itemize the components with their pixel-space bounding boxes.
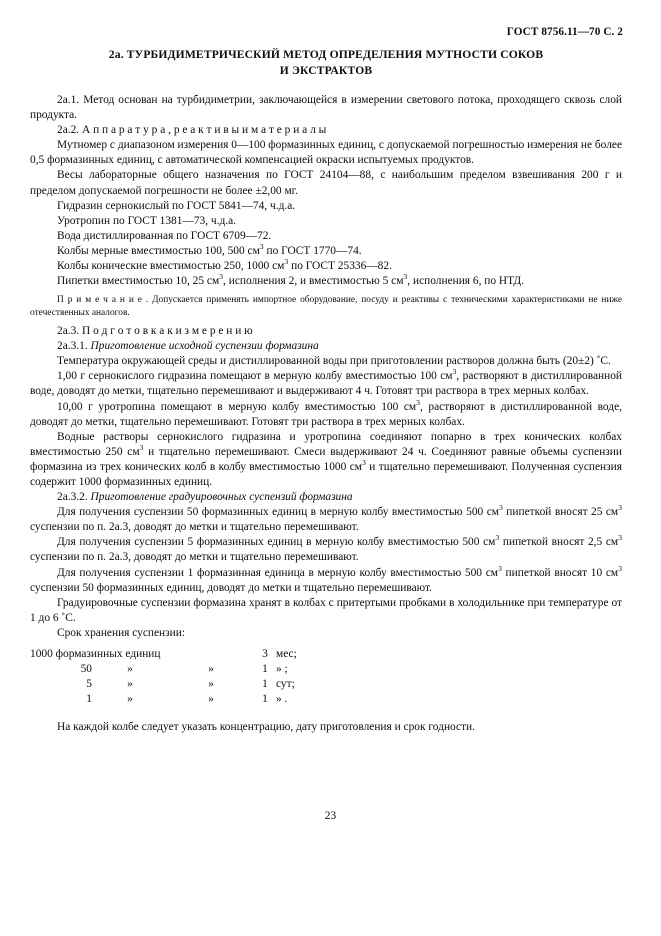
paragraph-water: Вода дистиллированная по ГОСТ 6709—72. — [57, 229, 272, 242]
heading-2a2-number: 2a.2. — [57, 124, 82, 137]
susp50-a: Для получения суспензии 50 формазинных единиц в мерную колбу вместимостью 500 см — [57, 506, 499, 519]
storage-row-ditto2: » — [208, 693, 214, 706]
urotropin-prep-a: 10,00 г уротропина помещают в мерную колбу вместимостью 100 см — [57, 400, 417, 413]
urotropin-prep-b: , растворяют в дистиллированной воде, доводят до метки, тщательно перемешивают. Готовят три раствора в трех мерных колбах. — [30, 400, 622, 428]
superscript-cubic: 3 — [139, 442, 144, 452]
superscript-cubic: 3 — [495, 533, 500, 543]
paragraph-pipettes — [30, 274, 622, 289]
heading-2a2-text: А п п а р а т у р а , р е а к т и в ы и м а т е р и а л ы — [82, 124, 327, 137]
paragraph-final: На каждой колбе следует указать концентрацию, дату приготовления и срок годности. — [57, 721, 475, 734]
storage-row-ditto1: » — [127, 678, 133, 691]
storage-row-value: 50 — [80, 663, 92, 676]
note-text: Допускается применять импортное оборудование, посуду и реактивы с техническими характеристиками не ниже отечественных аналогов. — [30, 295, 622, 318]
heading-2a31 — [30, 339, 622, 354]
storage-row-ditto1: » — [127, 663, 133, 676]
storage-row-number: 1 — [262, 693, 268, 706]
paragraph-hydrazine-prep — [30, 369, 622, 399]
superscript-cubic: 3 — [416, 397, 420, 407]
table-row — [30, 647, 316, 662]
page-header: ГОСТ 8756.11—70 С. 2 — [506, 26, 623, 38]
susp1-b: пипеткой вносят 10 см — [501, 566, 619, 579]
paragraph-temperature: Температура окружающей среды и дистиллированной воды при приготовлении растворов должна быть (20±2) ˚С. — [57, 355, 611, 368]
storage-row-period: сут; — [276, 678, 295, 691]
heading-2a3-text: П о д г о т о в к а к и з м е р е н и ю — [82, 325, 253, 338]
mixing-c: и тщательно перемешивают. Полученная суспензия содержит 1000 формазинных единиц. — [30, 460, 622, 488]
paragraph-hydrazine: Гидразин сернокислый по ГОСТ 5841—74, ч.д.а. — [57, 199, 296, 212]
storage-row-ditto1: » — [127, 693, 133, 706]
storage-row-value: 5 — [86, 678, 92, 691]
flasks-conical-a: Колбы конические вместимостью 250, 1000 см — [57, 260, 285, 273]
pipettes-b: , исполнения 2, и вместимостью 5 см — [223, 275, 404, 288]
heading-2a32-number: 2a.3.2. — [57, 491, 91, 504]
heading-2a31-number: 2a.3.1. — [57, 340, 91, 353]
paragraph-mixing — [30, 430, 622, 490]
storage-row-period: » ; — [276, 663, 288, 676]
title-line-1: 2a. ТУРБИДИМЕТРИЧЕСКИЙ МЕТОД ОПРЕДЕЛЕНИЯ МУТНОСТИ СОКОВ — [108, 48, 544, 61]
paragraph-suspension-50 — [30, 505, 622, 535]
storage-head-period: мес; — [276, 648, 297, 660]
heading-2a2 — [30, 123, 622, 138]
superscript-cubic: 3 — [259, 242, 264, 252]
storage-row-value: 1 — [86, 693, 92, 706]
storage-head-number: 3 — [262, 648, 268, 660]
body-text — [30, 93, 622, 735]
paragraph-suspension-1 — [30, 563, 622, 596]
hydrazine-prep-b: , растворяют в дистиллированной воде, доводят до метки, тщательно перемешивают и выдерживают 4 ч. Готовят три раствора в трех мерных колбах. — [30, 370, 622, 398]
title-line-2: И ЭКСТРАКТОВ — [279, 64, 373, 77]
superscript-cubic: 3 — [618, 563, 622, 573]
page-number: 23 — [324, 810, 337, 822]
susp1-a: Для получения суспензии 1 формазинная единица в мерную колбу вместимостью 500 см — [57, 566, 498, 579]
heading-2a3-number: 2a.3. — [57, 325, 82, 338]
superscript-cubic: 3 — [361, 458, 366, 468]
superscript-cubic: 3 — [219, 272, 224, 282]
susp5-c: суспензии по п. 2а.3, доводят до метки и тщательно перемешивают. — [30, 551, 359, 564]
superscript-cubic: 3 — [618, 533, 623, 543]
heading-2a3 — [30, 324, 622, 339]
susp5-a: Для получения суспензии 5 формазинных единиц в мерную колбу вместимостью 500 см — [57, 536, 496, 549]
storage-head-value: 1000 — [30, 648, 53, 660]
susp50-c: суспензии по п. 2а.3, доводят до метки и тщательно перемешивают. — [30, 521, 359, 534]
flasks-measuring-a: Колбы мерные вместимостью 100, 500 см — [57, 244, 260, 257]
susp1-c: суспензии 50 формазинных единиц, доводят до метки и тщательно перемешивают. — [30, 581, 432, 594]
mixing-b: и тщательно перемешивают. Смеси выдерживают 24 ч. Соединяют равные объемы суспензии формазина из трех конических колб в колбу вместимостью 1000 см — [30, 445, 622, 473]
storage-period-table — [30, 647, 316, 707]
susp5-b: пипеткой вносят 2,5 см — [499, 536, 619, 549]
heading-2a31-text: Приготовление исходной суспензии формазина — [90, 340, 319, 353]
paragraph-urotropin: Уротропин по ГОСТ 1381—73, ч.д.а. — [57, 214, 237, 227]
storage-row-number: 1 — [262, 663, 268, 676]
mixing-a: Водные растворы сернокислого гидразина и уротропина соединяют попарно в трех конических колбах вместимостью 250 см — [30, 430, 622, 458]
paragraph-flasks-measuring — [30, 244, 622, 259]
pipettes-c: , исполнения 6, по НТД. — [407, 275, 525, 288]
superscript-cubic: 3 — [618, 503, 622, 513]
paragraph-turbidimeter: Мутномер с диапазоном измерения 0—100 формазинных единиц, с допускаемой погрешностью измерения не более 0,5 формазинных единиц, с автоматической компенсацией окраски испытуемых продуктов. — [30, 139, 622, 167]
pipettes-a: Пипетки вместимостью 10, 25 см — [57, 275, 220, 288]
susp50-b: пипеткой вносят 25 см — [502, 506, 619, 519]
paragraph-suspension-5 — [30, 535, 622, 565]
paragraph-flasks-conical — [30, 259, 622, 274]
superscript-cubic: 3 — [452, 367, 457, 377]
note-label: П р и м е ч а н и е . — [57, 295, 149, 306]
superscript-cubic: 3 — [497, 563, 502, 573]
flasks-conical-b: по ГОСТ 25336—82. — [288, 260, 392, 273]
page-title — [30, 47, 622, 79]
paragraph-note — [30, 294, 622, 319]
flasks-measuring-b: по ГОСТ 1770—74. — [263, 244, 362, 257]
storage-head-unit: формазинных единиц — [55, 648, 161, 660]
hydrazine-prep-a: 1,00 г сернокислого гидразина помещают в мерную колбу вместимостью 100 см — [57, 370, 453, 383]
storage-row-period: » . — [276, 693, 288, 706]
table-row — [30, 662, 316, 677]
storage-row-ditto2: » — [208, 663, 214, 676]
table-row — [30, 677, 316, 692]
paragraph-2a1: 2a.1. Метод основан на турбидиметрии, заключающейся в измерении светового потока, проходящего сквозь слой продукта. — [30, 94, 622, 122]
superscript-cubic: 3 — [284, 257, 289, 267]
paragraph-storage-conditions: Градуировочные суспензии формазина хранят в колбах с притертыми пробками в холодильнике при температуре от 1 до 6 ˚С. — [30, 596, 622, 624]
table-row — [30, 692, 316, 707]
paragraph-storage-label: Срок хранения суспензии: — [57, 626, 186, 639]
superscript-cubic: 3 — [403, 272, 408, 282]
heading-2a32 — [30, 490, 622, 505]
heading-2a32-text: Приготовление градуировочных суспензий формазина — [90, 491, 353, 504]
storage-head-label — [30, 647, 254, 662]
storage-row-number: 1 — [262, 678, 268, 691]
storage-row-ditto2: » — [208, 678, 214, 691]
paragraph-urotropin-prep — [30, 397, 622, 430]
superscript-cubic: 3 — [498, 503, 503, 513]
paragraph-scales: Весы лабораторные общего назначения по ГОСТ 24104—88, с наибольшим пределом взвешивания 200 г и пределом допускаемой погрешности не более ±2,00 мг. — [30, 169, 622, 197]
page-content — [30, 47, 622, 735]
